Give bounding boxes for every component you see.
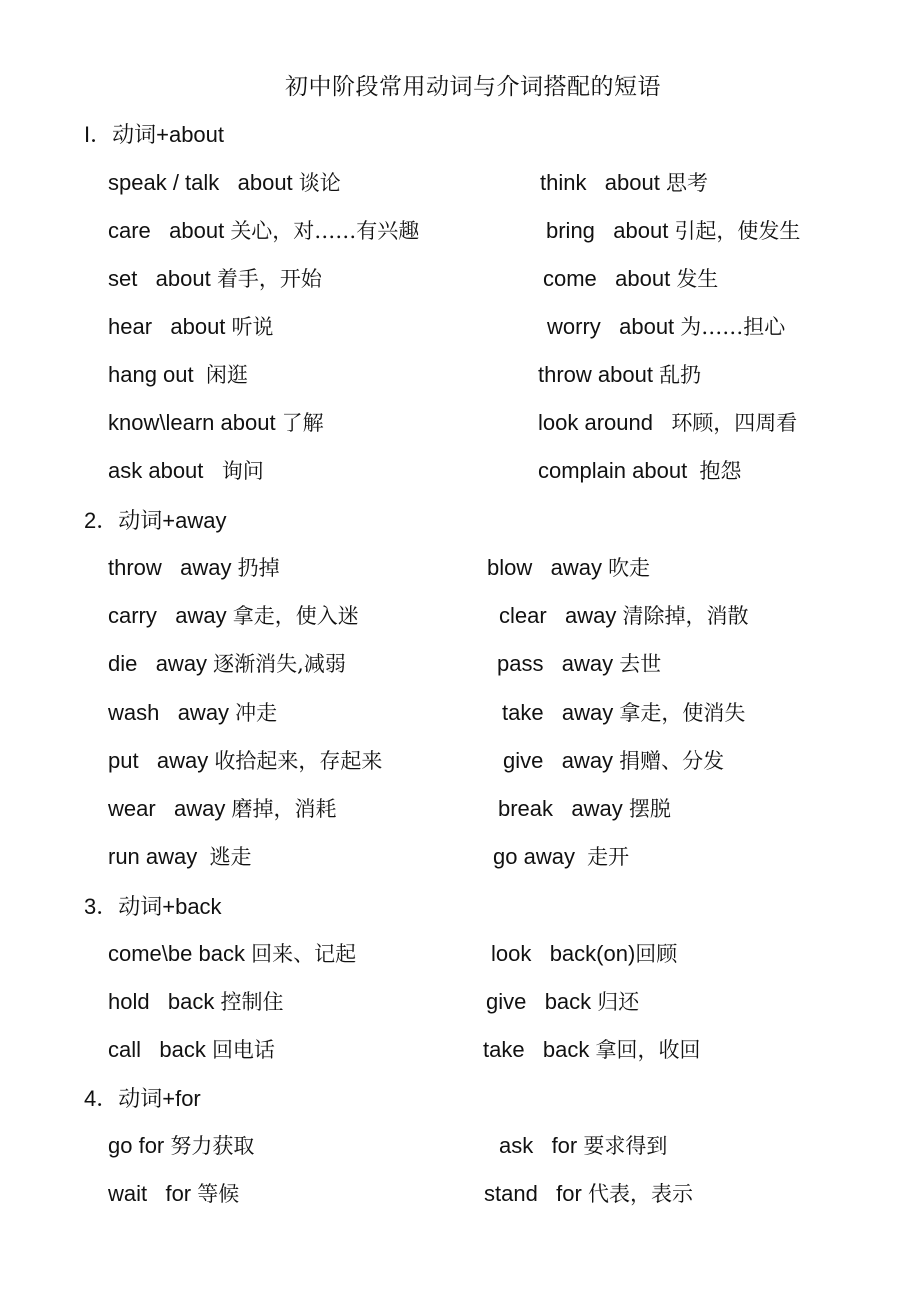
phrase-left: know\learn about 了解 (108, 410, 324, 435)
page-title: 初中阶段常用动词与介词搭配的短语 (285, 74, 661, 100)
phrase-row (0, 938, 920, 972)
phrase-row (0, 215, 920, 249)
phrase-row (0, 167, 920, 201)
phrase-right: look back(on)回顾 (491, 941, 678, 966)
phrase-row (0, 455, 920, 489)
phrase-right: take back 拿回，收回 (483, 1037, 701, 1062)
section-heading-away: 2．动词+away (84, 508, 227, 533)
phrase-right: give away 捐赠、分发 (503, 748, 725, 773)
section-heading-about: I．动词+about (84, 122, 225, 147)
phrase-left: wear away 磨掉，消耗 (108, 796, 337, 821)
phrase-row (0, 745, 920, 779)
phrase-row (0, 986, 920, 1020)
phrase-left: throw away 扔掉 (108, 555, 280, 580)
phrase-right: give back 归还 (486, 989, 640, 1014)
phrase-row (0, 648, 920, 682)
phrase-row (0, 600, 920, 634)
phrase-left: call back 回电话 (108, 1037, 275, 1062)
phrase-left: hang out 闲逛 (108, 362, 248, 387)
phrase-left: die away 逐渐消失,减弱 (108, 651, 346, 676)
phrase-right: break away 摆脱 (498, 796, 671, 821)
phrase-row (0, 1034, 920, 1068)
phrase-left: wash away 冲走 (108, 700, 278, 725)
phrase-left: hold back 控制住 (108, 989, 284, 1014)
phrase-right: worry about 为……担心 (547, 314, 786, 339)
phrase-right: look around 环顾，四周看 (538, 410, 798, 435)
phrase-row (0, 359, 920, 393)
phrase-left: carry away 拿走，使入迷 (108, 603, 359, 628)
phrase-right: think about 思考 (540, 170, 708, 195)
phrase-right: stand for 代表，表示 (484, 1181, 693, 1206)
section-heading-for: 4．动词+for (84, 1086, 201, 1111)
phrase-left: put away 收拾起来，存起来 (108, 748, 383, 773)
phrase-left: wait for 等候 (108, 1181, 240, 1206)
phrase-row (0, 263, 920, 297)
phrase-right: clear away 清除掉，消散 (499, 603, 749, 628)
phrase-left: hear about 听说 (108, 314, 274, 339)
phrase-row (0, 1178, 920, 1212)
phrase-left: speak / talk about 谈论 (108, 170, 341, 195)
phrase-right: complain about 抱怨 (538, 458, 742, 483)
phrase-left: run away 逃走 (108, 844, 252, 869)
phrase-left: go for 努力获取 (108, 1133, 255, 1158)
phrase-row (0, 552, 920, 586)
phrase-row (0, 697, 920, 731)
phrase-row (0, 1130, 920, 1164)
phrase-row (0, 407, 920, 441)
phrase-right: pass away 去世 (497, 651, 662, 676)
phrase-left: ask about 询问 (108, 458, 264, 483)
phrase-right: blow away 吹走 (487, 555, 651, 580)
phrase-right: throw about 乱扔 (538, 362, 702, 387)
phrase-row (0, 311, 920, 345)
phrase-left: come\be back 回来、记起 (108, 941, 357, 966)
phrase-left: set about 着手，开始 (108, 266, 322, 291)
phrase-row (0, 793, 920, 827)
phrase-right: go away 走开 (493, 844, 630, 869)
phrase-right: come about 发生 (543, 266, 719, 291)
phrase-right: take away 拿走，使消失 (502, 700, 746, 725)
phrase-row (0, 841, 920, 875)
section-heading-back: 3．动词+back (84, 894, 222, 919)
phrase-left: care about 关心，对……有兴趣 (108, 218, 420, 243)
phrase-right: bring about 引起，使发生 (546, 218, 801, 243)
phrase-right: ask for 要求得到 (499, 1133, 668, 1158)
